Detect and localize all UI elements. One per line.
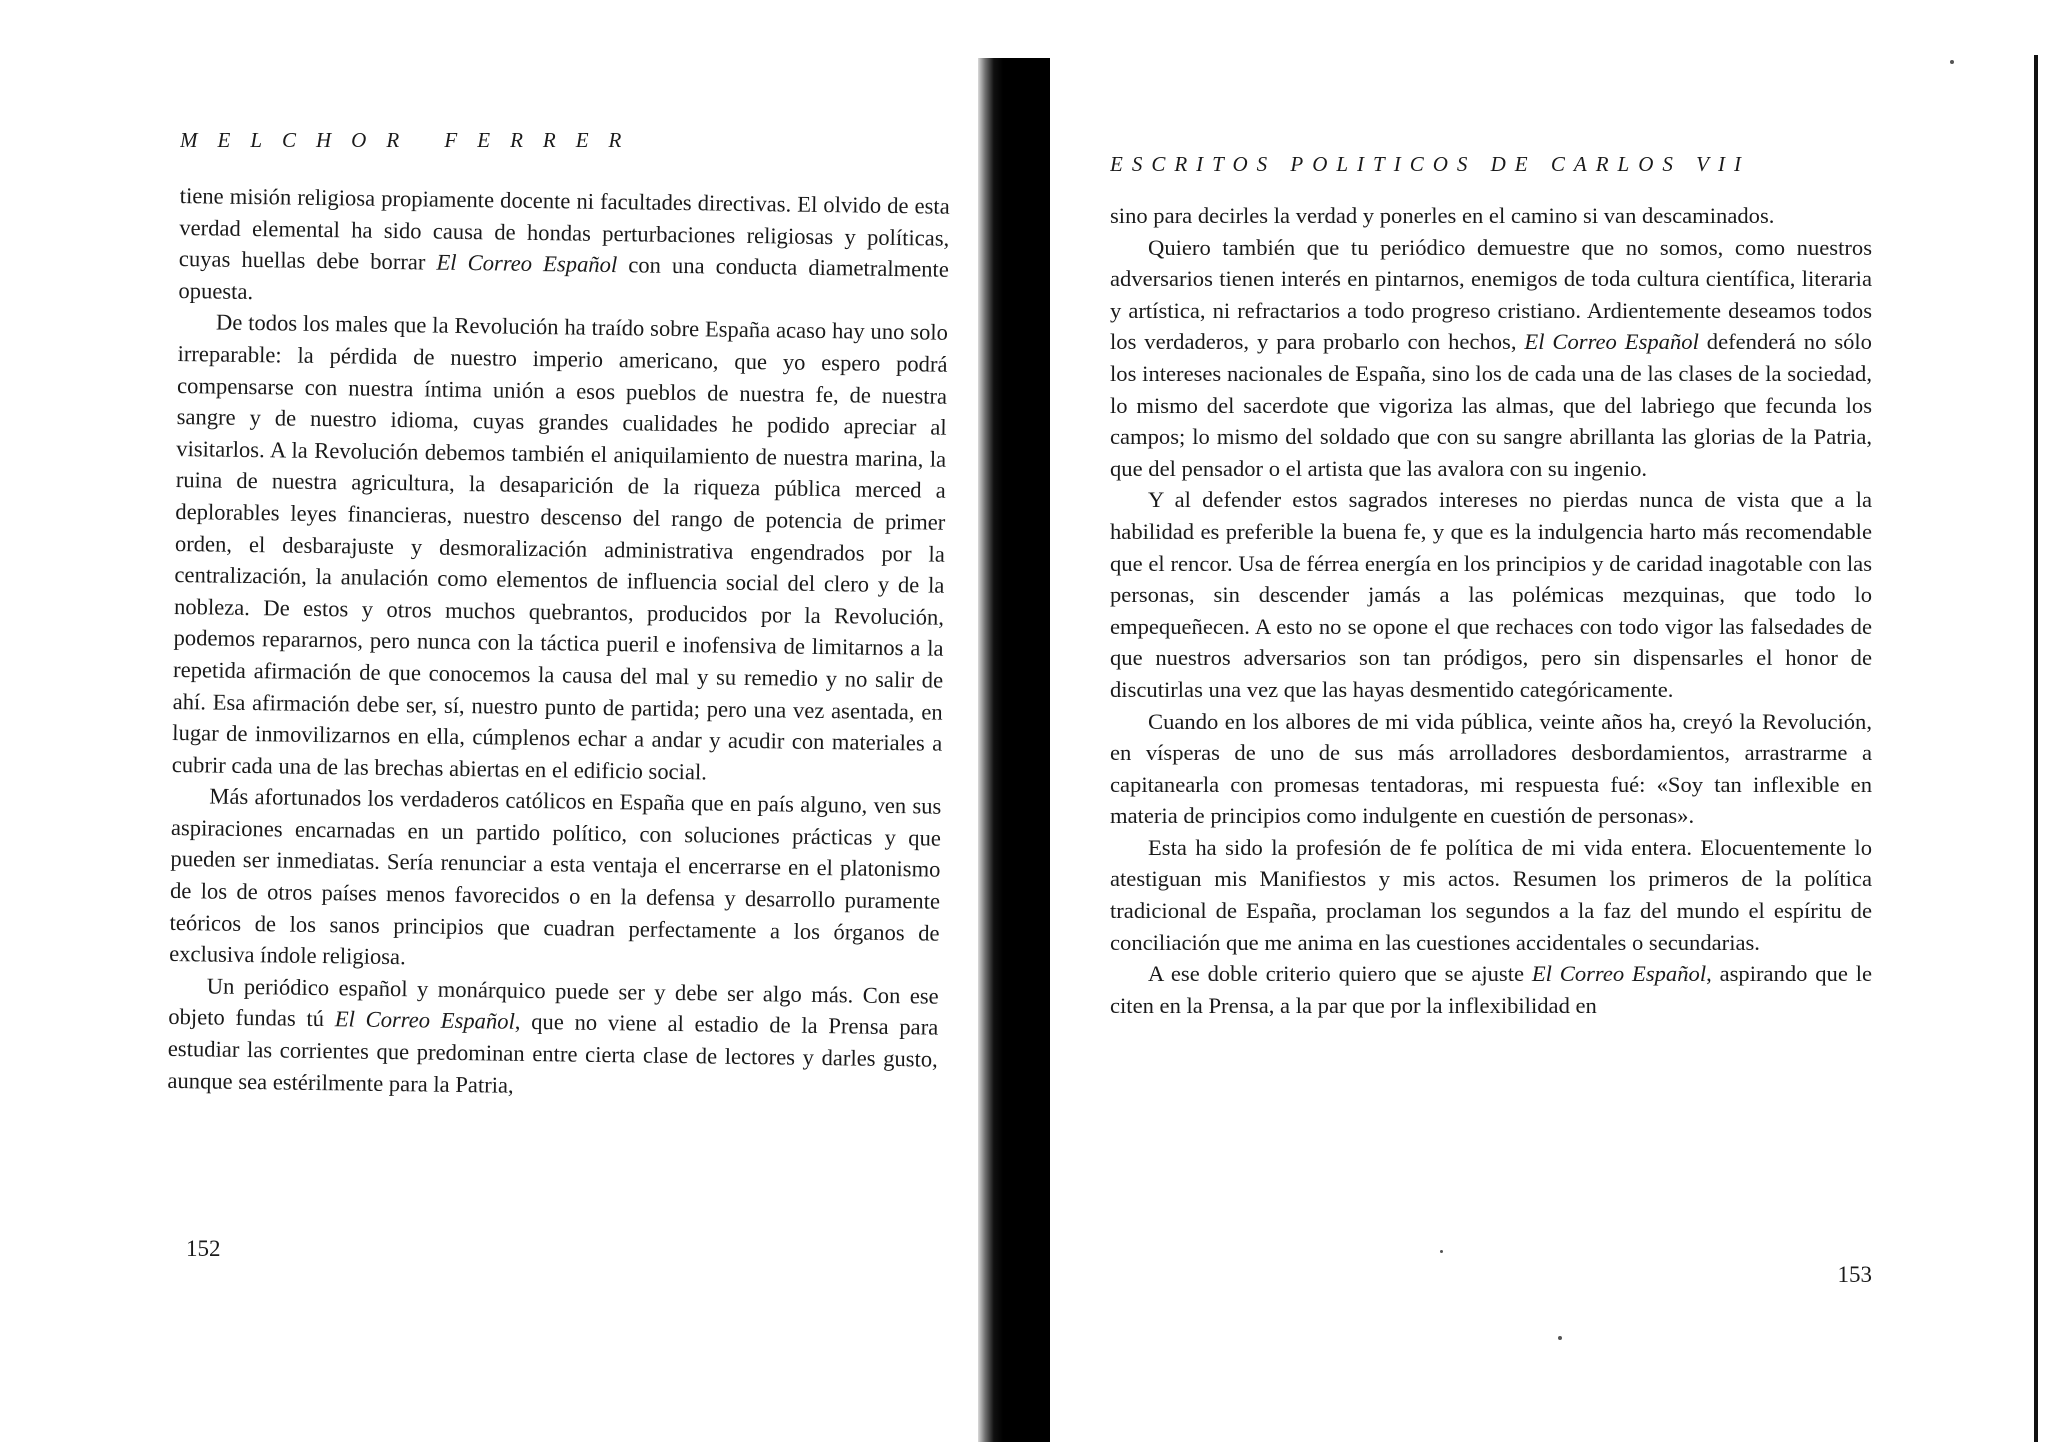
paragraph: De todos los males que la Revolución ha traído sobre España acaso hay uno solo irreparable: la pérdida de nuestro imperio americano, que yo espero podrá compensarse con nuestra íntima unión a esos pueblos de nuestra fe, de nuestra sangre y de nuestro idioma, cuyas grandes cualidades he podido apreciar al visitarlos. A la Revolución debemos también el aniquilamiento de nuestra marina, la ruina de nuestra agricultura, la desaparición de la riqueza pública merced a deplorables leyes financieras, nuestro descenso del rango de potencia de primer orden, el desbarajuste y desmoralización administrativa engendrados por la centralización, la anulación como elementos de influencia social del clero y de la nobleza. De estos y otros muchos quebrantos, producidos por la Revolución, podemos repararnos, pero nunca con la táctica pueril e inofensiva de limitarnos a la repetida afirmación de que conocemos la causa del mal y su remedio y no salir de ahí. Esa afirmación debe ser, sí, nuestro punto de partida; pero una vez asentada, en lugar de inmovilizarnos en ella, cúmplenos echar a andar y acudir con materiales a cubrir cada una de las brechas abiertas en el edificio social. — [171, 309, 949, 785]
right-page — [1110, 0, 1872, 1442]
paragraph: Un periódico español y monárquico puede ser y debe ser algo más. Con ese objeto fundas tú El Correo Español, que no viene al estadio de la Prensa para estudiar las corrientes que predominan entre cierta clase de lectores y darles gusto, aunque sea estérilmente para la Patria, — [167, 973, 939, 1098]
newspaper-title: El Correo Español — [436, 249, 618, 278]
paragraph: Más afortunados los verdaderos católicos en España que en país alguno, ven sus aspiraciones encarnadas en un partido político, con soluciones prácticas y que pueden ser inmediatas. Sería renunciar a esta ventaja el encerrarse en el platonismo de los de otros países menos favorecidos o en la defensa y desarrollo puramente teóricos de los sanos principios que cuadran perfectamente a los órganos de exclusiva índole religiosa. — [169, 783, 942, 970]
page-number: 152 — [186, 1236, 221, 1261]
left-page — [167, 0, 950, 1442]
newspaper-title: El Correo Español — [1524, 329, 1699, 355]
paragraph: Esta ha sido la profesión de fe política de mi vida entera. Elocuentemente lo atestiguan mis Manifiestos y mis actos. Resumen los primeros de la política tradicional de España, proclaman los segundos a la faz del mundo el espíritu de conciliación que me anima en las cuestiones accidentales o secundarias. — [1110, 834, 1872, 955]
book-gutter-shadow — [978, 58, 1050, 1442]
running-head-left: MELCHOR FERRER — [180, 128, 642, 152]
left-page-body — [167, 180, 950, 1107]
running-head-right: ESCRITOS POLITICOS DE CARLOS VII — [1110, 152, 1750, 176]
paragraph: sino para decirles la verdad y ponerles en el camino si van descaminados. — [1110, 203, 1775, 228]
page-number: 153 — [1837, 1262, 1872, 1287]
paragraph: Y al defender estos sagrados intereses no pierdas nunca de vista que a la habilidad es preferible la buena fe, y que es la indulgencia harto más recomendable que el rencor. Usa de férrea energía en los principios y de caridad inagotable con las personas, sin descender jamás a las polémicas mezquinas, que todo lo empequeñecen. A esto no se opone el que rechaces con todo vigor las falsedades de que nuestros adversarios son tan pródigos, pero sin dispensarles el honor de discutirlas una vez que las hayas desmentido categóricamente. — [1110, 487, 1872, 702]
newspaper-title: El Correo Español — [334, 1006, 516, 1035]
newspaper-title: El Correo Español — [1531, 961, 1707, 987]
paragraph: A ese doble criterio quiero que se ajuste El Correo Español, aspirando que le citen en la Prensa, a la par que por la inflexibilidad en — [1110, 961, 1873, 1018]
paragraph: tiene misión religiosa propiamente docente ni facultades directivas. El olvido de esta verdad elemental ha sido causa de hondas perturbaciones religiosas y políticas, cuyas huellas debe borrar El Correo Español con una conducta diametralmente opuesta. — [178, 182, 950, 304]
page-edge-line — [2034, 55, 2038, 1442]
paper-speck — [1950, 60, 1954, 64]
paragraph: Quiero también que tu periódico demuestre que no somos, como nuestros adversarios tienen interés en pintarnos, enemigos de toda cultura científica, literaria y artística, ni refractarios a todo progreso cristiano. Ardientemente deseamos todos los verdaderos, y para probarlo con hechos, El Correo Español defenderá no sólo los intereses nacionales de España, sino los de cada una de las clases de la sociedad, lo mismo del sacerdote que vigoriza las almas, que del labriego que fecunda los campos; lo mismo del soldado que con su sangre abrillanta las glorias de la Patria, que del pensador o el artista que las avalora con su ingenio. — [1110, 234, 1872, 481]
paragraph: Cuando en los albores de mi vida pública, veinte años ha, creyó la Revolución, en vísperas de uno de sus más arrolladores desbordamientos, arrastrarme a capitanearla con promesas tentadoras, mi respuesta fué: «Soy tan inflexible en materia de principios como indulgente en cuestión de personas». — [1110, 708, 1872, 829]
right-page-body — [1110, 200, 1872, 1021]
